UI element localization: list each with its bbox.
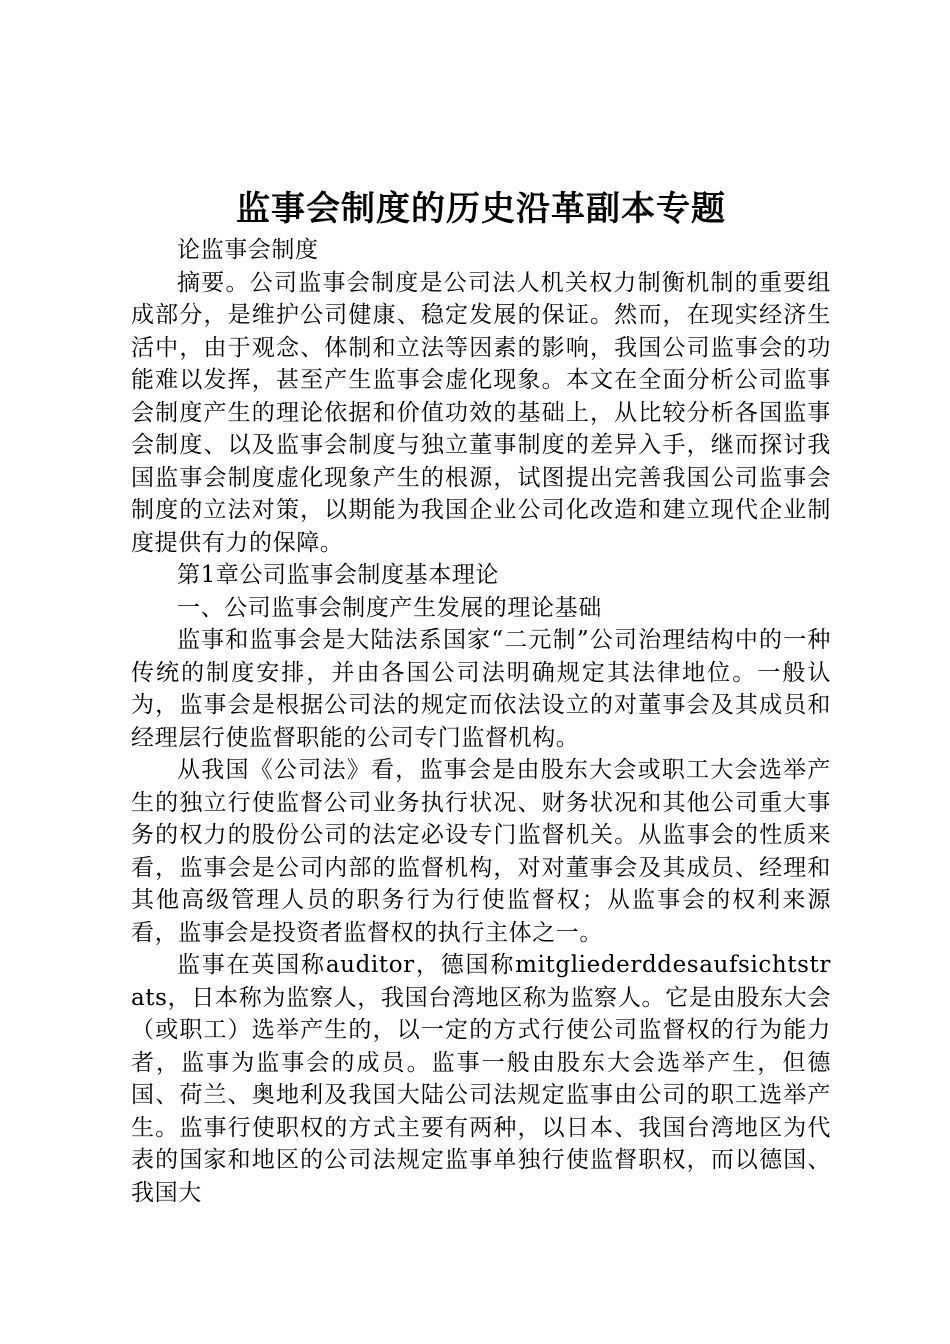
body-paragraph: 从我国《公司法》看，监事会是由股东大会或职工大会选举产生的独立行使监督公司业务执行状况、财务状况和其他公司重大事务的权力的股份公司的法定必设专门监督机关。从监事会的性质来看，监事会是公司内部的监督机构，对对董事会及其成员、经理和其他高级管理人员的职务行为行使监督权；从监事会的权利来源看，监事会是投资者监督权的执行主体之一。 [131, 757, 831, 946]
section-heading: 论监事会制度 [177, 237, 319, 263]
document-body [131, 234, 831, 1209]
chapter-heading: 第1章公司监事会制度基本理论 [177, 562, 500, 588]
body-paragraph: 监事和监事会是大陆法系国家“二元制”公司治理结构中的一种传统的制度安排，并由各国公司法明确规定其法律地位。一般认为，监事会是根据公司法的规定而依法设立的对董事会及其成员和经理层行使监督职能的公司专门监督机构。 [131, 627, 831, 751]
abstract-paragraph: 摘要。公司监事会制度是公司法人机关权力制衡机制的重要组成部分，是维护公司健康、稳定发展的保证。然而，在现实经济生活中，由于观念、体制和立法等因素的影响，我国公司监事会的功能难以发挥，甚至产生监事会虚化现象。本文在全面分析公司监事会制度产生的理论依据和价值功效的基础上，从比较分析各国监事会制度、以及监事会制度与独立董事制度的差异入手，继而探讨我国监事会制度虚化现象产生的根源，试图提出完善我国公司监事会制度的立法对策，以期能为我国企业公司化改造和建立现代企业制度提供有力的保障。 [131, 269, 831, 556]
document-page [131, 0, 831, 1209]
document-title: 监事会制度的历史沿革副本专题 [236, 189, 726, 229]
body-paragraph: 监事在英国称auditor，德国称mitgliederddesaufsichtstrats，日本称为监察人，我国台湾地区称为监察人。它是由股东大会（或职工）选举产生的，以一定的方式行使公司监督权的行为能力者，监事为监事会的成员。监事一般由股东大会选举产生，但德国、荷兰、奥地利及我国大陆公司法规定监事由公司的职工选举产生。监事行使职权的方式主要有两种，以日本、我国台湾地区为代表的国家和地区的公司法规定监事单独行使监督职权，而以德国、我国大 [131, 952, 831, 1206]
subsection-heading: 一、公司监事会制度产生发展的理论基础 [177, 594, 602, 621]
